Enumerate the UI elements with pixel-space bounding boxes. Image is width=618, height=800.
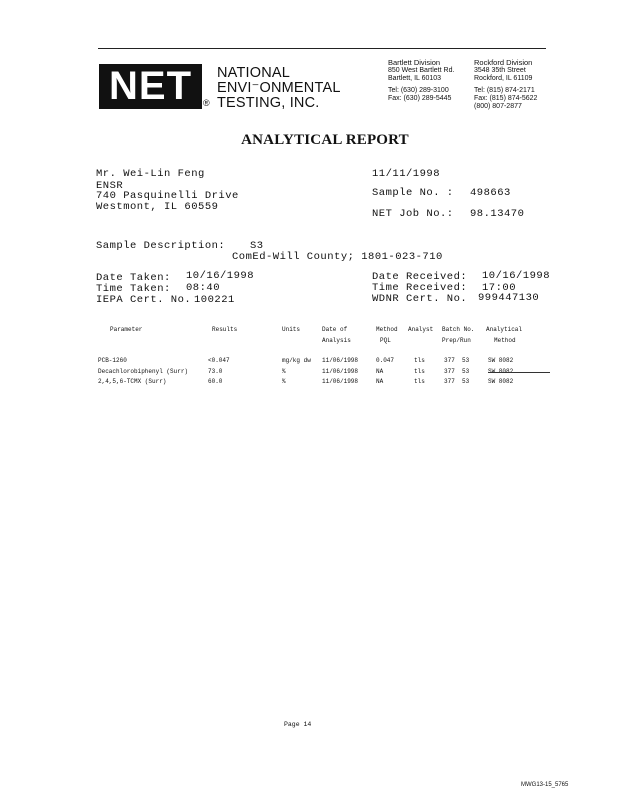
date-received-label: Date Received: xyxy=(372,271,468,283)
header-units: Units xyxy=(282,326,301,333)
cell-run: 53 xyxy=(462,378,470,385)
time-taken-value: 08:40 xyxy=(186,282,221,294)
division-address2: Rockford, IL 61109 xyxy=(474,75,533,82)
cell-units: % xyxy=(282,378,286,385)
sample-description-label: Sample Description: xyxy=(96,240,226,252)
job-no-value: 98.13470 xyxy=(470,208,525,220)
hand-underline xyxy=(488,372,550,373)
header-batch-line1: Batch No. xyxy=(442,326,475,333)
cell-parameter: PCB-1260 xyxy=(98,357,127,364)
rockford-division-block xyxy=(474,59,537,111)
division-tollfree: (800) 807-2877 xyxy=(474,103,522,110)
division-address1: 850 West Bartlett Rd. xyxy=(388,67,455,74)
cell-pql: NA xyxy=(376,368,384,375)
cell-date: 11/06/1998 xyxy=(322,368,359,375)
cell-parameter: 2,4,5,6-TCMX (Surr) xyxy=(98,378,167,385)
sample-description-location: ComEd-Will County; 1801-023-710 xyxy=(232,251,443,263)
division-address1: 3548 35th Street xyxy=(474,67,526,74)
cell-analyst: tls xyxy=(414,357,425,364)
company-name-line3: TESTING, INC. xyxy=(217,95,320,111)
report-title: ANALYTICAL REPORT xyxy=(241,132,409,148)
cell-pql: NA xyxy=(376,378,384,385)
cell-date: 11/06/1998 xyxy=(322,357,359,364)
cell-result: 60.0 xyxy=(208,378,223,385)
iepa-cert-label: IEPA Cert. No. xyxy=(96,294,192,306)
net-logo xyxy=(99,64,202,109)
sample-no-value: 498663 xyxy=(470,187,511,199)
header-rule xyxy=(98,48,546,49)
cell-prep: 377 xyxy=(444,368,455,375)
logo-text: NET xyxy=(109,64,192,108)
cell-method: SW 8082 xyxy=(488,357,514,364)
header-method-line1: Analytical xyxy=(486,326,523,333)
time-received-label: Time Received: xyxy=(372,282,468,294)
header-method-line2: Method xyxy=(494,337,516,344)
header-analyst: Analyst xyxy=(408,326,434,333)
cell-run: 53 xyxy=(462,368,470,375)
report-date: 11/11/1998 xyxy=(372,168,441,180)
division-address2: Bartlett, IL 60103 xyxy=(388,75,442,82)
cell-method: SW 8082 xyxy=(488,378,514,385)
date-received-value: 10/16/1998 xyxy=(482,270,551,282)
document-id: MWG13-15_5765 xyxy=(521,782,569,788)
header-results: Results xyxy=(212,326,238,333)
cell-result: 73.0 xyxy=(208,368,223,375)
client-address1: 740 Pasquinelli Drive xyxy=(96,190,239,202)
page-number: Page 14 xyxy=(284,721,312,728)
header-date-line2: Analysis xyxy=(322,337,351,344)
division-phone: Tel: (630) 289-3100 xyxy=(388,87,449,94)
cell-prep: 377 xyxy=(444,357,455,364)
wdnr-cert-label: WDNR Cert. No. xyxy=(372,293,468,305)
client-company: ENSR xyxy=(96,180,124,192)
registered-mark: ® xyxy=(203,98,210,108)
division-fax: Fax: (815) 874-5622 xyxy=(474,95,538,102)
header-pql-line1: Method xyxy=(376,326,398,333)
sample-no-label: Sample No. : xyxy=(372,187,454,199)
division-name: Bartlett Division xyxy=(388,58,441,67)
division-name: Rockford Division xyxy=(474,58,533,67)
cell-parameter: Decachlorobiphenyl (Surr) xyxy=(98,368,189,375)
cell-run: 53 xyxy=(462,357,470,364)
division-fax: Fax: (630) 289-5445 xyxy=(388,95,452,102)
cell-date: 11/06/1998 xyxy=(322,378,359,385)
header-pql-line2: PQL xyxy=(380,337,391,344)
date-taken-label: Date Taken: xyxy=(96,272,171,284)
cell-units: mg/kg dw xyxy=(282,357,311,364)
cell-prep: 377 xyxy=(444,378,455,385)
division-phone: Tel: (815) 874-2171 xyxy=(474,87,535,94)
cell-units: % xyxy=(282,368,286,375)
client-name: Mr. Wei-Lin Feng xyxy=(96,168,205,180)
date-taken-value: 10/16/1998 xyxy=(186,270,255,282)
header-date-line1: Date of xyxy=(322,326,348,333)
cell-analyst: tls xyxy=(414,368,425,375)
cell-pql: 0.047 xyxy=(376,357,395,364)
time-taken-label: Time Taken: xyxy=(96,283,171,295)
time-received-value: 17:00 xyxy=(482,282,517,294)
wdnr-cert-value: 999447130 xyxy=(478,292,540,304)
header-parameter: Parameter xyxy=(110,326,143,333)
company-name-line2: ENVI⁻ONMENTAL xyxy=(217,80,341,96)
bartlett-division-block xyxy=(388,59,454,103)
header-batch-line2: Prep/Run xyxy=(442,337,471,344)
job-no-label: NET Job No.: xyxy=(372,208,454,220)
client-address2: Westmont, IL 60559 xyxy=(96,201,219,213)
cell-result: <0.047 xyxy=(208,357,230,364)
sample-description-id: S3 xyxy=(250,240,264,252)
iepa-cert-value: 100221 xyxy=(194,294,235,306)
cell-analyst: tls xyxy=(414,378,425,385)
company-name-line1: NATIONAL xyxy=(217,65,291,81)
